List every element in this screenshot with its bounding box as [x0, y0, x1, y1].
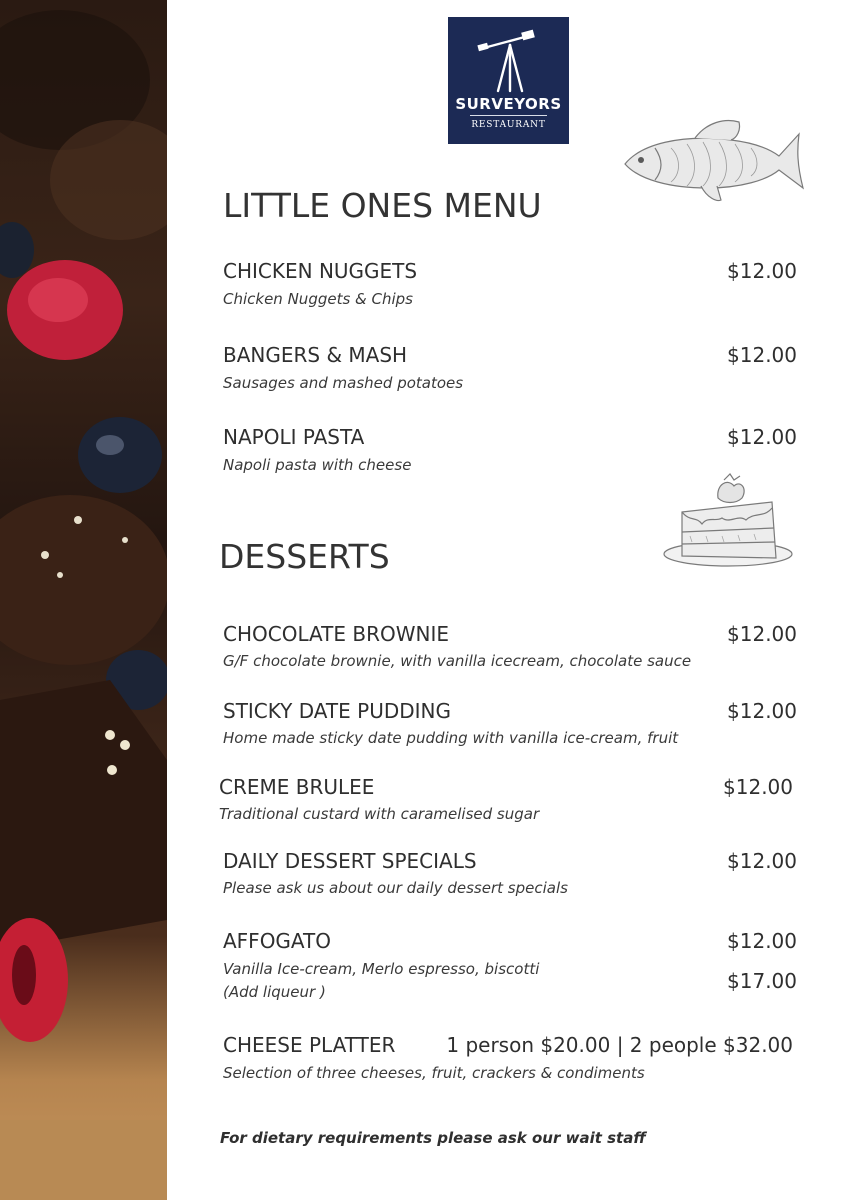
item-description: Vanilla Ice-cream, Merlo espresso, biscotti	[223, 960, 540, 978]
item-price: 1 person $20.00 | 2 people $32.00	[446, 1033, 793, 1057]
telescope-icon	[476, 27, 542, 93]
logo-name: SURVEYORS	[455, 95, 562, 113]
dessert-photo	[0, 0, 167, 1200]
item-description: Traditional custard with caramelised sugar	[219, 805, 540, 823]
item-description: Selection of three cheeses, fruit, crackers & condiments	[223, 1064, 645, 1082]
item-description: Please ask us about our daily dessert specials	[223, 879, 568, 897]
item-name: CREME BRULEE	[219, 775, 375, 799]
logo-rule	[470, 115, 547, 116]
item-name: BANGERS & MASH	[223, 343, 408, 367]
menu-item	[223, 259, 797, 319]
item-price: $12.00	[727, 929, 797, 953]
logo-subtitle: RESTAURANT	[471, 120, 546, 130]
little-ones-menu-title: LITTLE ONES MENU	[223, 186, 542, 225]
item-price-with-liqueur: $17.00	[727, 969, 797, 993]
item-name: AFFOGATO	[223, 929, 332, 953]
item-name: DAILY DESSERT SPECIALS	[223, 849, 477, 873]
desserts-title: DESSERTS	[219, 537, 390, 576]
item-description: G/F chocolate brownie, with vanilla icecream, chocolate sauce	[223, 652, 692, 670]
dietary-note: For dietary requirements please ask our wait staff	[220, 1129, 646, 1147]
menu-item	[223, 343, 797, 403]
item-name: CHEESE PLATTER	[223, 1033, 396, 1057]
item-price: $12.00	[727, 699, 797, 723]
menu-item	[223, 622, 797, 682]
item-price: $12.00	[727, 425, 797, 449]
item-description-extra: (Add liqueur )	[223, 983, 326, 1001]
restaurant-logo	[448, 17, 569, 144]
item-name: CHOCOLATE BROWNIE	[223, 622, 450, 646]
menu-item	[223, 849, 797, 909]
item-price: $12.00	[727, 343, 797, 367]
menu-item	[223, 929, 797, 1009]
item-price: $12.00	[727, 259, 797, 283]
item-price: $12.00	[727, 622, 797, 646]
menu-item	[219, 775, 793, 835]
item-price: $12.00	[723, 775, 793, 799]
item-description: Home made sticky date pudding with vanilla ice-cream, fruit	[223, 729, 679, 747]
item-name: STICKY DATE PUDDING	[223, 699, 451, 723]
item-description: Sausages and mashed potatoes	[223, 374, 464, 392]
item-description: Chicken Nuggets & Chips	[223, 290, 413, 308]
item-description: Napoli pasta with cheese	[223, 456, 412, 474]
menu-item	[223, 1033, 793, 1093]
menu-item	[223, 699, 797, 759]
item-name: CHICKEN NUGGETS	[223, 259, 418, 283]
fish-illustration	[621, 118, 805, 204]
item-name: NAPOLI PASTA	[223, 425, 365, 449]
cake-illustration	[660, 472, 794, 582]
item-price: $12.00	[727, 849, 797, 873]
